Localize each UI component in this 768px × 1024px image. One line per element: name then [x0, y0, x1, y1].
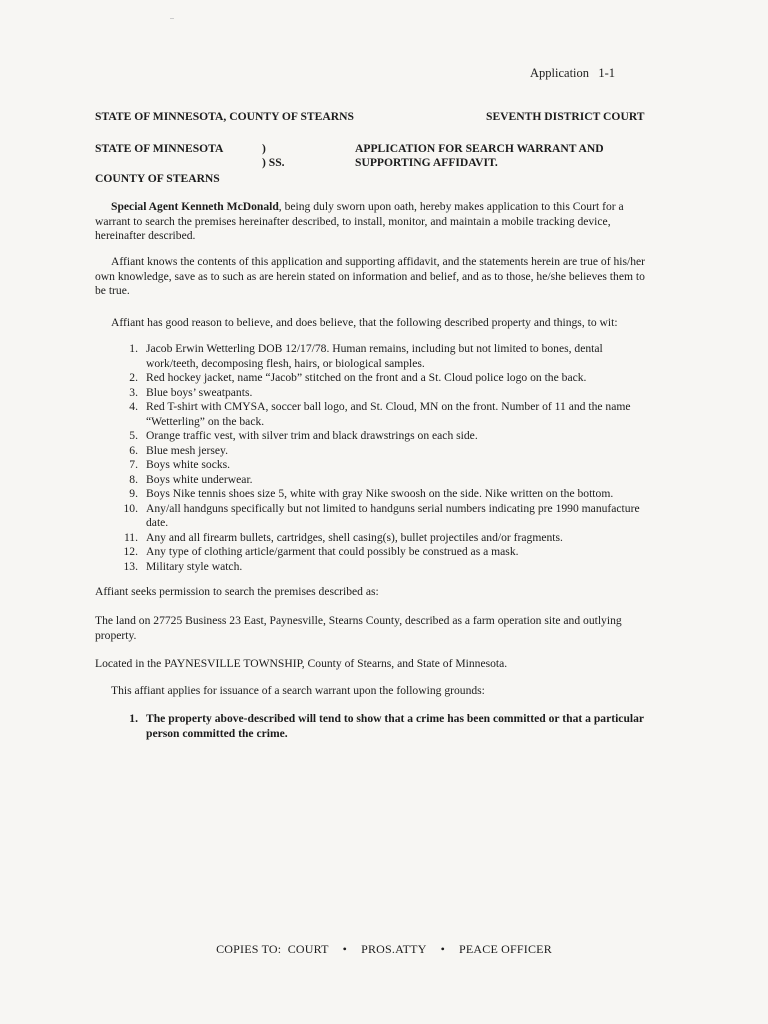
list-item-text: Blue mesh jersey.	[146, 443, 228, 457]
list-item-text: Jacob Erwin Wetterling DOB 12/17/78. Human remains, including but not limited to bones, dental work/teeth, decomposing flesh, hairs, or biological samples.	[146, 342, 603, 370]
list-item	[110, 371, 655, 386]
property-list	[110, 342, 655, 574]
list-item-number: 12.	[123, 545, 138, 558]
list-item-text: Any/all handguns specifically but not limited to handguns serial numbers indicating pre 1990 manufacture date.	[146, 501, 640, 529]
grounds-item	[110, 712, 655, 741]
copies-footer	[0, 942, 768, 957]
copies-to-court: COPIES TO: COURT	[216, 942, 329, 956]
list-item-number: 2.	[129, 371, 138, 384]
caption-ss	[262, 142, 285, 170]
list-item-text: Military style watch.	[146, 559, 243, 573]
document-title-line2: SUPPORTING AFFIDAVIT.	[355, 156, 498, 169]
list-item-number: 8.	[129, 472, 138, 486]
list-item-text: Any and all firearm bullets, cartridges, shell casing(s), bullet projectiles and/or fragments.	[146, 530, 563, 544]
list-item-text: Boys white socks.	[146, 458, 231, 471]
list-item	[110, 458, 655, 473]
grounds-item-text: The property above-described will tend to show that a crime has been committed or that a particular person committed the crime.	[146, 712, 644, 740]
list-item	[110, 487, 655, 502]
bullet-separator: •	[440, 942, 445, 956]
caption-state: STATE OF MINNESOTA	[95, 142, 224, 155]
list-item	[110, 400, 655, 429]
caption-paren-ss: ) SS.	[262, 156, 285, 169]
list-item-text: Any type of clothing article/garment that could possibly be construed as a mask.	[146, 545, 519, 558]
list-item-text: Blue boys’ sweatpants.	[146, 385, 253, 399]
premises-intro: Affiant seeks permission to search the premises described as:	[95, 585, 379, 598]
list-item-text: Boys white underwear.	[146, 472, 253, 486]
list-item	[110, 531, 655, 546]
list-item-number: 3.	[129, 385, 138, 399]
list-item-text: Red hockey jacket, name “Jacob” stitched on the front and a St. Cloud police logo on the back.	[146, 371, 587, 384]
list-item	[110, 429, 655, 444]
list-item	[110, 473, 655, 488]
list-item-number: 5.	[129, 429, 138, 442]
scan-speck	[170, 18, 174, 19]
list-item-number: 1.	[129, 342, 138, 355]
bullet-separator: •	[342, 942, 348, 956]
caption-county: COUNTY OF STEARNS	[95, 172, 220, 185]
grounds-item-number: 1.	[129, 712, 138, 725]
grounds-intro: This affiant applies for issuance of a search warrant upon the following grounds:	[111, 684, 485, 697]
copies-pros-atty: PROS.ATTY	[361, 942, 427, 956]
list-item-number: 6.	[129, 443, 138, 457]
list-item-text: Orange traffic vest, with silver trim and black drawstrings on each side.	[146, 429, 478, 442]
list-item-text: Red T-shirt with CMYSA, soccer ball logo, and St. Cloud, MN on the front. Number of 11 and the name “Wetterling” on the back.	[146, 400, 631, 428]
list-item-number: 7.	[129, 458, 138, 471]
list-item	[110, 444, 655, 459]
affiant-paragraph-text: , being duly sworn upon oath, hereby makes application to this Court for a warrant to search the premises hereinafter described, to install, monitor, and maintain a mobile tracking device, hereinafter described.	[95, 200, 624, 242]
premises-location: Located in the PAYNESVILLE TOWNSHIP, County of Stearns, and State of Minnesota.	[95, 657, 508, 670]
list-item	[110, 560, 655, 575]
court-header-right: SEVENTH DISTRICT COURT	[486, 110, 645, 123]
premises-description: The land on 27725 Business 23 East, Paynesville, Stearns County, described as a farm operation site and outlying property.	[95, 614, 622, 642]
list-item	[110, 342, 655, 371]
caption-paren-top: )	[262, 142, 266, 155]
copies-peace-officer: PEACE OFFICER	[458, 942, 552, 956]
belief-paragraph: Affiant has good reason to believe, and does believe, that the following described property and things, to wit:	[111, 316, 618, 329]
list-item	[110, 502, 655, 531]
knowledge-paragraph: Affiant knows the contents of this application and supporting affidavit, and the statements herein are true of his/her own knowledge, save as to such as are herein stated on information and belief, and as to those, he/she believes them to be true.	[95, 255, 646, 297]
application-number: Application 1-1	[530, 66, 616, 80]
court-header-left: STATE OF MINNESOTA, COUNTY OF STEARNS	[95, 110, 354, 123]
list-item-text: Boys Nike tennis shoes size 5, white with gray Nike swoosh on the side. Nike written on the bottom.	[146, 487, 614, 500]
affiant-name: Special Agent Kenneth McDonald	[111, 200, 279, 213]
document-title-line1: APPLICATION FOR SEARCH WARRANT AND	[355, 142, 604, 155]
list-item	[110, 386, 655, 401]
list-item-number: 13.	[123, 559, 138, 573]
list-item-number: 9.	[129, 487, 138, 500]
list-item-number: 4.	[129, 400, 138, 413]
list-item-number: 10.	[123, 501, 138, 515]
affiant-paragraph	[95, 200, 655, 244]
list-item	[110, 545, 655, 560]
list-item-number: 11.	[123, 530, 138, 544]
document-title	[355, 142, 604, 170]
